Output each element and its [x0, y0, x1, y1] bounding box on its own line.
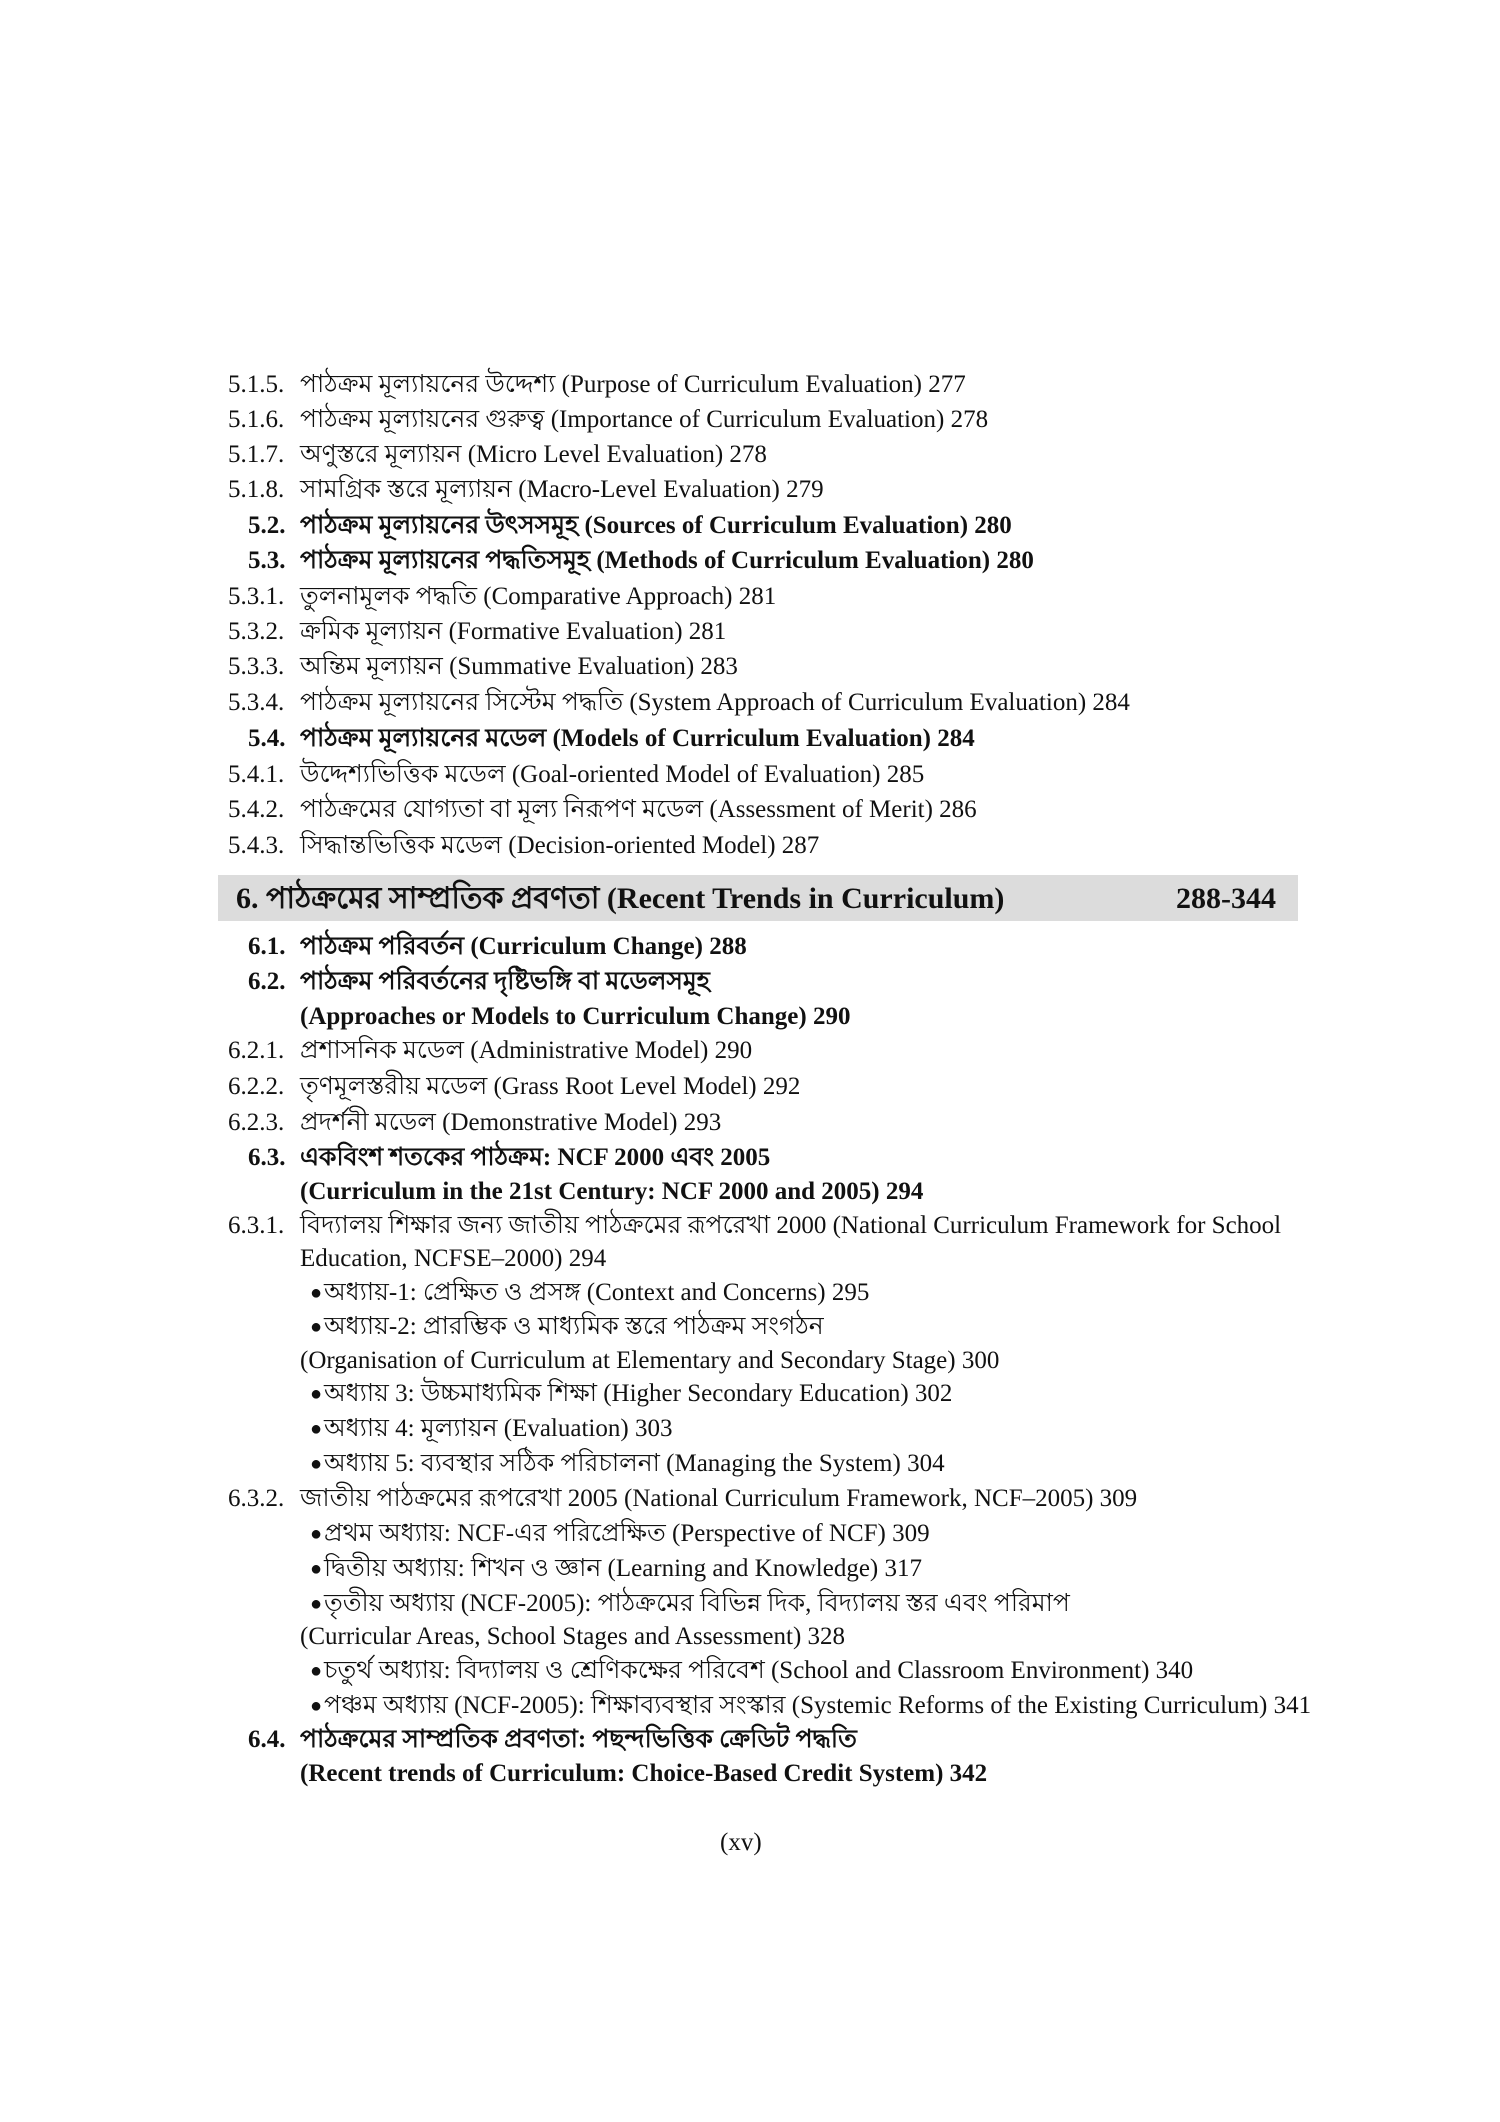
toc-entry[interactable]: 5.3.1. তুলনামূলক পদ্ধতি (Comparative Approach) 281 [228, 583, 777, 610]
toc-entry[interactable]: 6.2.1. প্রশাসনিক মডেল (Administrative Model) 290 [228, 1037, 753, 1064]
toc-bullet-item[interactable]: ●অধ্যায় 5: ব্যবস্থার সঠিক পরিচালনা (Managing the System) 304 [310, 1447, 945, 1482]
bullet-icon: ● [310, 1418, 323, 1440]
bullet-icon: ● [310, 1316, 323, 1338]
toc-entry[interactable]: 6.2.2. তৃণমূলস্তরীয় মডেল (Grass Root Level Model) 292 [228, 1073, 801, 1100]
bullet-icon: ● [310, 1383, 323, 1405]
toc-entry-continuation: (Recent trends of Curriculum: Choice-Based Credit System) 342 [300, 1760, 988, 1787]
toc-entry[interactable]: 6.2.3. প্রদর্শনী মডেল (Demonstrative Model) 293 [228, 1109, 722, 1136]
toc-bullet-item[interactable]: ●প্রথম অধ্যায়: NCF-এর পরিপ্রেক্ষিত (Perspective of NCF) 309 [310, 1517, 930, 1552]
toc-bullet-item[interactable]: ●অধ্যায় 4: মূল্যায়ন (Evaluation) 303 [310, 1412, 672, 1447]
bullet-icon: ● [310, 1593, 323, 1615]
bullet-icon: ● [310, 1523, 323, 1545]
bullet-icon: ● [310, 1660, 323, 1682]
toc-entry[interactable]: 5.1.5. পাঠক্রম মূল্যায়নের উদ্দেশ্য (Purpose of Curriculum Evaluation) 277 [228, 371, 966, 398]
toc-section-heading[interactable]: 6.3. একবিংশ শতকের পাঠক্রম: NCF 2000 এবং 2005 [248, 1144, 771, 1171]
toc-bullet-item[interactable]: ●চতুর্থ অধ্যায়: বিদ্যালয় ও শ্রেণিকক্ষের পরিবেশ (School and Classroom Environment) 340 [310, 1654, 1193, 1689]
toc-entry[interactable]: 5.1.6. পাঠক্রম মূল্যায়নের গুরুত্ব (Importance of Curriculum Evaluation) 278 [228, 406, 989, 433]
bullet-icon: ● [310, 1282, 323, 1304]
toc-section-heading[interactable]: 5.2. পাঠক্রম মূল্যায়নের উৎসসমূহ (Sources of Curriculum Evaluation) 280 [248, 512, 1012, 539]
toc-section-heading[interactable]: 6.1. পাঠক্রম পরিবর্তন (Curriculum Change) 288 [248, 933, 747, 960]
chapter-page-range: 288-344 [1176, 882, 1276, 915]
toc-bullet-item[interactable]: ●দ্বিতীয় অধ্যায়: শিখন ও জ্ঞান (Learning and Knowledge) 317 [310, 1552, 922, 1587]
page-number: (xv) [720, 1829, 762, 1856]
toc-entry-continuation: (Approaches or Models to Curriculum Change) 290 [300, 1003, 851, 1030]
toc-entry-continuation: Education, NCFSE–2000) 294 [300, 1245, 607, 1272]
toc-bullet-item[interactable]: ●পঞ্চম অধ্যায় (NCF-2005): শিক্ষাব্যবস্থার সংস্কার (Systemic Reforms of the Existing Curriculum) 341 [310, 1689, 1311, 1724]
toc-entry-continuation: (Organisation of Curriculum at Elementary and Secondary Stage) 300 [300, 1347, 1000, 1374]
bullet-icon: ● [310, 1453, 323, 1475]
toc-entry[interactable]: 5.1.8. সামগ্রিক স্তরে মূল্যায়ন (Macro-Level Evaluation) 279 [228, 476, 824, 503]
toc-entry[interactable]: 5.3.3. অন্তিম মূল্যায়ন (Summative Evaluation) 283 [228, 653, 738, 680]
toc-entry-continuation: (Curriculum in the 21st Century: NCF 2000 and 2005) 294 [300, 1178, 924, 1205]
toc-entry[interactable]: 6.3.1. বিদ্যালয় শিক্ষার জন্য জাতীয় পাঠক্রমের রূপরেখা 2000 (National Curriculum Framework for School [228, 1212, 1282, 1239]
toc-bullet-item[interactable]: ●অধ্যায়-1: প্রেক্ষিত ও প্রসঙ্গ (Context and Concerns) 295 [310, 1276, 869, 1311]
toc-section-heading[interactable]: 5.3. পাঠক্রম মূল্যায়নের পদ্ধতিসমূহ (Methods of Curriculum Evaluation) 280 [248, 547, 1034, 574]
toc-bullet-item[interactable]: ●অধ্যায় 3: উচ্চমাধ্যমিক শিক্ষা (Higher Secondary Education) 302 [310, 1377, 952, 1412]
toc-section-heading[interactable]: 6.4. পাঠক্রমের সাম্প্রতিক প্রবণতা: পছন্দভিত্তিক ক্রেডিট পদ্ধতি [248, 1726, 857, 1753]
toc-section-heading[interactable]: 6.2. পাঠক্রম পরিবর্তনের দৃষ্টিভঙ্গি বা মডেলসমূহ [248, 968, 710, 995]
toc-entry[interactable]: 5.4.1. উদ্দেশ্যভিত্তিক মডেল (Goal-oriented Model of Evaluation) 285 [228, 761, 925, 788]
toc-entry[interactable]: 5.1.7. অণুস্তরে মূল্যায়ন (Micro Level Evaluation) 278 [228, 441, 767, 468]
toc-section-heading[interactable]: 5.4. পাঠক্রম মূল্যায়নের মডেল (Models of Curriculum Evaluation) 284 [248, 725, 975, 752]
toc-bullet-item[interactable]: ●অধ্যায়-2: প্রারম্ভিক ও মাধ্যমিক স্তরে পাঠক্রম সংগঠন [310, 1310, 824, 1345]
toc-entry[interactable]: 5.4.3. সিদ্ধান্তভিত্তিক মডেল (Decision-oriented Model) 287 [228, 832, 820, 859]
bullet-icon: ● [310, 1558, 323, 1580]
bullet-icon: ● [310, 1695, 323, 1717]
chapter-title[interactable]: 6. পাঠক্রমের সাম্প্রতিক প্রবণতা (Recent Trends in Curriculum) [236, 882, 1005, 915]
toc-entry[interactable]: 5.4.2. পাঠক্রমের যোগ্যতা বা মূল্য নিরূপণ মডেল (Assessment of Merit) 286 [228, 796, 977, 823]
toc-bullet-item[interactable]: ●তৃতীয় অধ্যায় (NCF-2005): পাঠক্রমের বিভিন্ন দিক, বিদ্যালয় স্তর এবং পরিমাপ [310, 1587, 1070, 1622]
toc-entry[interactable]: 6.3.2. জাতীয় পাঠক্রমের রূপরেখা 2005 (National Curriculum Framework, NCF–2005) 309 [228, 1485, 1138, 1512]
toc-entry[interactable]: 5.3.4. পাঠক্রম মূল্যায়নের সিস্টেম পদ্ধতি (System Approach of Curriculum Evaluation) 284 [228, 689, 1130, 716]
toc-entry[interactable]: 5.3.2. ক্রমিক মূল্যায়ন (Formative Evaluation) 281 [228, 618, 727, 645]
toc-entry-continuation: (Curricular Areas, School Stages and Assessment) 328 [300, 1623, 846, 1650]
